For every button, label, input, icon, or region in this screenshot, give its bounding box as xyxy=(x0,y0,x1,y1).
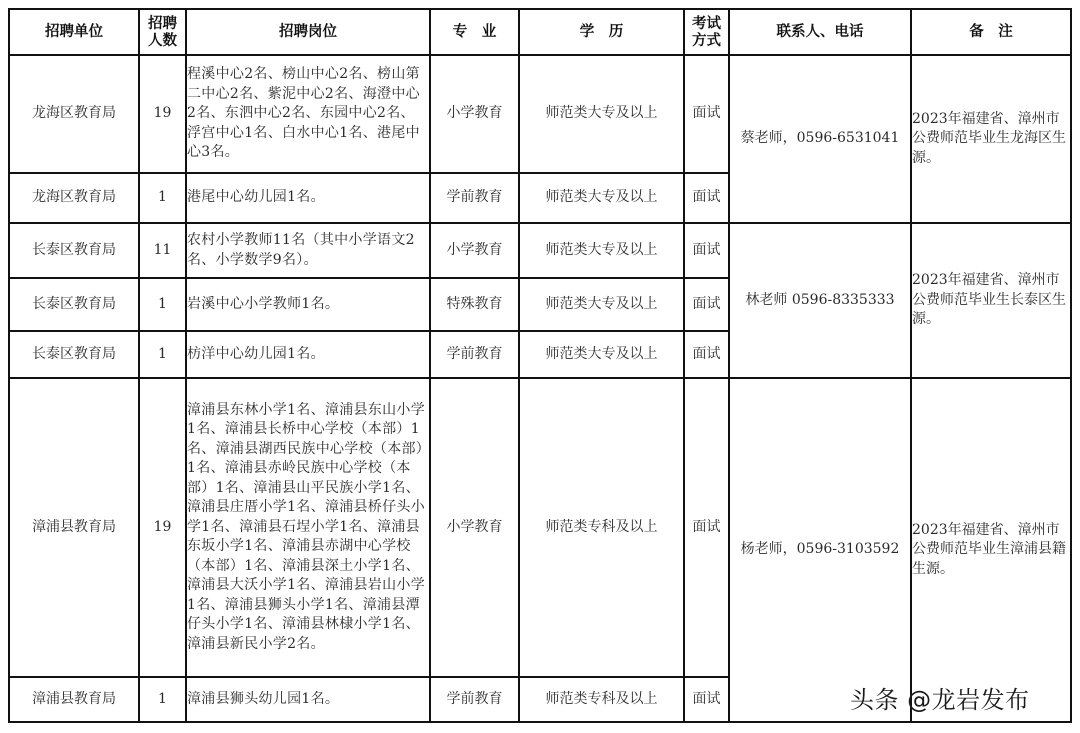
table-row xyxy=(9,378,1071,677)
header-contact: 联系人、电话 xyxy=(729,9,911,55)
cell-exam: 面试 xyxy=(684,223,729,278)
cell-count: 11 xyxy=(139,223,186,278)
recruitment-table xyxy=(8,8,1072,723)
cell-unit: 漳浦县教育局 xyxy=(9,378,139,677)
cell-count: 19 xyxy=(139,378,186,677)
watermark: 头条 @龙岩发布 xyxy=(850,686,1030,714)
header-remarks: 备 注 xyxy=(911,9,1071,55)
cell-education: 师范类专科及以上 xyxy=(519,677,684,722)
cell-major: 特殊教育 xyxy=(430,278,519,331)
cell-count: 1 xyxy=(139,331,186,378)
cell-remarks: 2023年福建省、漳州市公费师范毕业生龙海区生源。 xyxy=(911,55,1071,223)
cell-major: 小学教育 xyxy=(430,378,519,677)
cell-count: 1 xyxy=(139,278,186,331)
cell-exam: 面试 xyxy=(684,331,729,378)
cell-education: 师范类大专及以上 xyxy=(519,55,684,173)
cell-remarks: 2023年福建省、漳州市公费师范毕业生漳浦县籍生源。 xyxy=(911,378,1071,722)
cell-major: 小学教育 xyxy=(430,223,519,278)
cell-major: 小学教育 xyxy=(430,55,519,173)
cell-count: 1 xyxy=(139,677,186,722)
cell-contact: 蔡老师，0596-6531041 xyxy=(729,55,911,223)
cell-education: 师范类大专及以上 xyxy=(519,173,684,223)
cell-unit: 龙海区教育局 xyxy=(9,55,139,173)
cell-contact: 林老师 0596-8335333 xyxy=(729,223,911,378)
header-count xyxy=(139,9,186,55)
cell-position: 漳浦县狮头幼儿园1名。 xyxy=(186,677,430,722)
cell-education: 师范类大专及以上 xyxy=(519,278,684,331)
header-exam xyxy=(684,9,729,55)
cell-unit: 长泰区教育局 xyxy=(9,223,139,278)
header-major: 专 业 xyxy=(430,9,519,55)
header-count-line2: 人数 xyxy=(148,32,177,49)
cell-exam: 面试 xyxy=(684,278,729,331)
header-exam-line1: 考试 xyxy=(692,15,721,32)
cell-unit: 龙海区教育局 xyxy=(9,173,139,223)
table-row xyxy=(9,55,1071,173)
header-row xyxy=(9,9,1071,55)
cell-position: 港尾中心幼儿园1名。 xyxy=(186,173,430,223)
cell-count: 19 xyxy=(139,55,186,173)
cell-education: 师范类大专及以上 xyxy=(519,223,684,278)
cell-position: 农村小学教师11名（其中小学语文2名、小学数学9名）。 xyxy=(186,223,430,278)
cell-position: 漳浦县东林小学1名、漳浦县东山小学1名、漳浦县长桥中心学校（本部）1名、漳浦县湖西民族中心学校（本部）1名、漳浦县赤岭民族中心学校（本部）1名、漳浦县山平民族小学1名、漳浦县庄厝小学1名、漳浦县桥仔头小学1名、漳浦县石埕小学1名、漳浦县东坂小学1名、漳浦县赤湖中心学校（本部）1名、漳浦县深土小学1名、漳浦县大沃小学1名、漳浦县岩山小学1名、漳浦县狮头小学1名、漳浦县潭仔头小学1名、漳浦县林棣小学1名、漳浦县新民小学2名。 xyxy=(186,378,430,677)
cell-position: 岩溪中心小学教师1名。 xyxy=(186,278,430,331)
cell-position: 程溪中心2名、榜山中心2名、榜山第二中心2名、紫泥中心2名、海澄中心2名、东泗中心2名、东园中心2名、浮宫中心1名、白水中心1名、港尾中心3名。 xyxy=(186,55,430,173)
table-row xyxy=(9,223,1071,278)
cell-contact: 杨老师，0596-3103592 xyxy=(729,378,911,722)
cell-unit: 漳浦县教育局 xyxy=(9,677,139,722)
header-position: 招聘岗位 xyxy=(186,9,430,55)
cell-education: 师范类大专及以上 xyxy=(519,331,684,378)
header-exam-line2: 方式 xyxy=(692,32,721,49)
cell-major: 学前教育 xyxy=(430,173,519,223)
cell-unit: 长泰区教育局 xyxy=(9,331,139,378)
cell-remarks: 2023年福建省、漳州市公费师范毕业生长泰区生源。 xyxy=(911,223,1071,378)
cell-unit: 长泰区教育局 xyxy=(9,278,139,331)
cell-exam: 面试 xyxy=(684,173,729,223)
header-count-line1: 招聘 xyxy=(148,15,177,32)
cell-count: 1 xyxy=(139,173,186,223)
cell-education: 师范类专科及以上 xyxy=(519,378,684,677)
cell-exam: 面试 xyxy=(684,55,729,173)
header-education: 学 历 xyxy=(519,9,684,55)
cell-position: 枋洋中心幼儿园1名。 xyxy=(186,331,430,378)
cell-major: 学前教育 xyxy=(430,331,519,378)
cell-major: 学前教育 xyxy=(430,677,519,722)
cell-exam: 面试 xyxy=(684,677,729,722)
cell-exam: 面试 xyxy=(684,378,729,677)
header-unit: 招聘单位 xyxy=(9,9,139,55)
